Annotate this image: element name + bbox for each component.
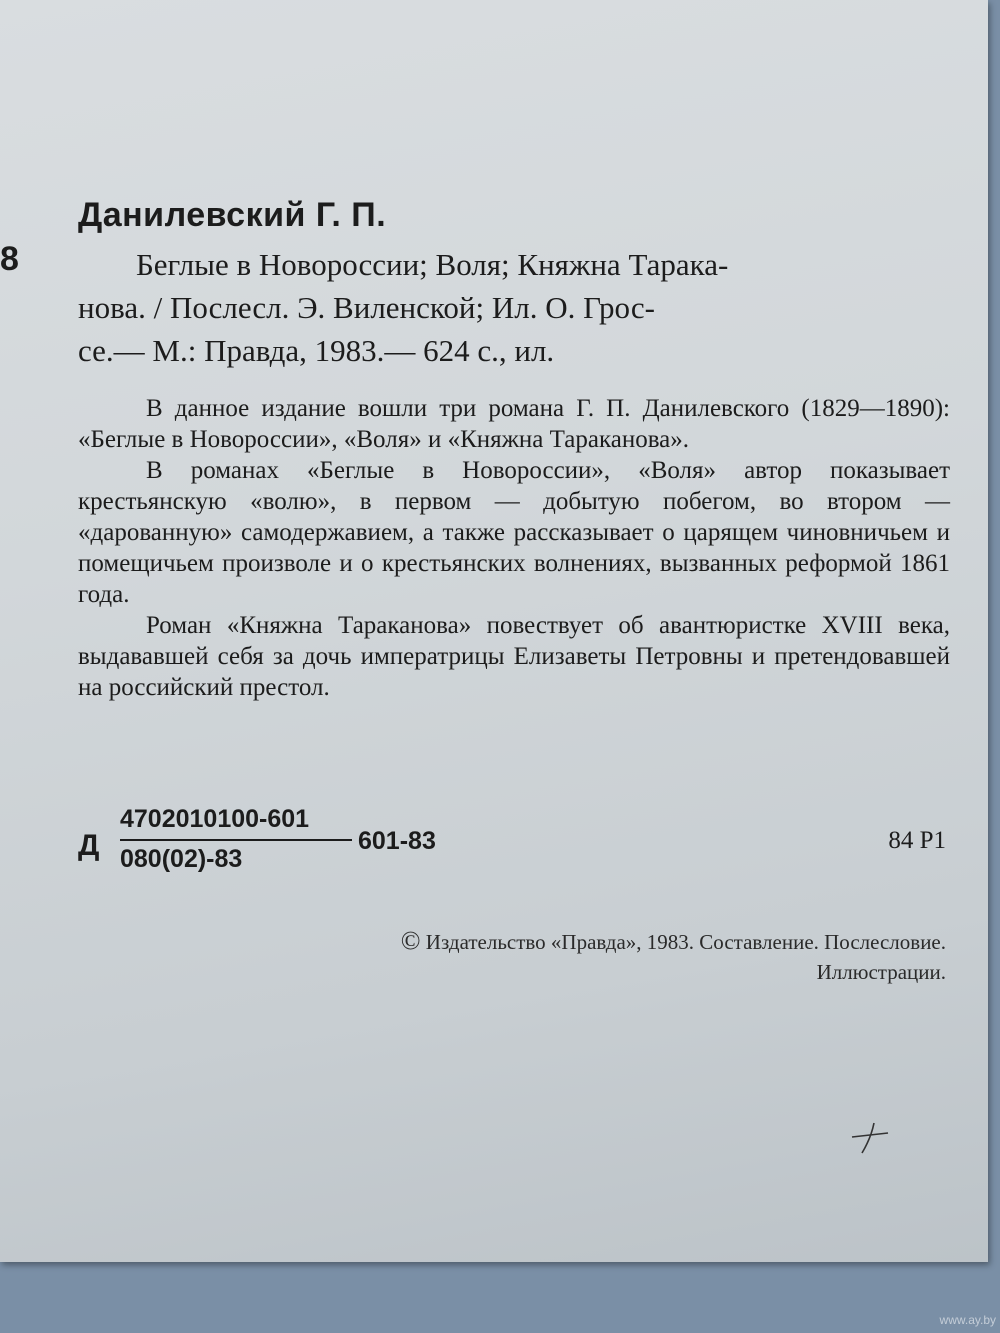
copyright-text: Издательство «Правда», 1983. Составление. Послесловие.: [425, 930, 946, 954]
entry-line: се.— М.: Правда, 1983.— 624 с., ил.: [78, 333, 555, 368]
index-suffix: 601-83: [358, 827, 436, 855]
annotation-paragraph: Роман «Княжна Тараканова» повествует об авантюристке XVIII века, выдававшей себя за дочь императрицы Елизаветы Петровны и претендовавшей на российский престол.: [78, 612, 950, 701]
author-heading: Данилевский Г. П.: [78, 196, 387, 234]
pencil-mark-icon: [848, 1115, 892, 1159]
annotation-text: [78, 393, 950, 703]
udk-code: 84 Р1: [888, 827, 946, 854]
annotation-paragraph: В данное издание вошли три романа Г. П. Данилевского (1829—1890): «Беглые в Новороссии», «Воля» и «Княжна Тараканова».: [78, 395, 950, 453]
watermark: www.ay.by: [939, 1313, 996, 1327]
entry-line: Беглые в Новороссии; Воля; Княжна Тарака-: [136, 247, 729, 282]
bibliographic-entry: [78, 243, 950, 372]
copyright-notice: [150, 926, 946, 987]
entry-line: нова. / Послесл. Э. Виленской; Ил. О. Грос-: [78, 290, 655, 325]
classification-index: [78, 805, 950, 885]
index-denominator: 080(02)-83: [120, 845, 243, 873]
fraction-line: [120, 839, 352, 841]
copyright-icon: ©: [400, 926, 421, 955]
index-letter: Д: [78, 829, 100, 862]
copyright-line-2: Иллюстрации.: [816, 960, 946, 984]
margin-number: 8: [0, 240, 19, 278]
annotation-paragraph: В романах «Беглые в Новороссии», «Воля» автор показывает крестьянскую «волю», в первом — добытую побегом, во втором — «дарованную» самодержавием, а также рассказывает о царящем чиновничьем и помещичьем произволе и о крестьянских волнениях, вызванных реформой 1861 года.: [78, 457, 950, 608]
copyright-line: [150, 926, 946, 957]
index-numerator: 4702010100-601: [120, 805, 310, 833]
